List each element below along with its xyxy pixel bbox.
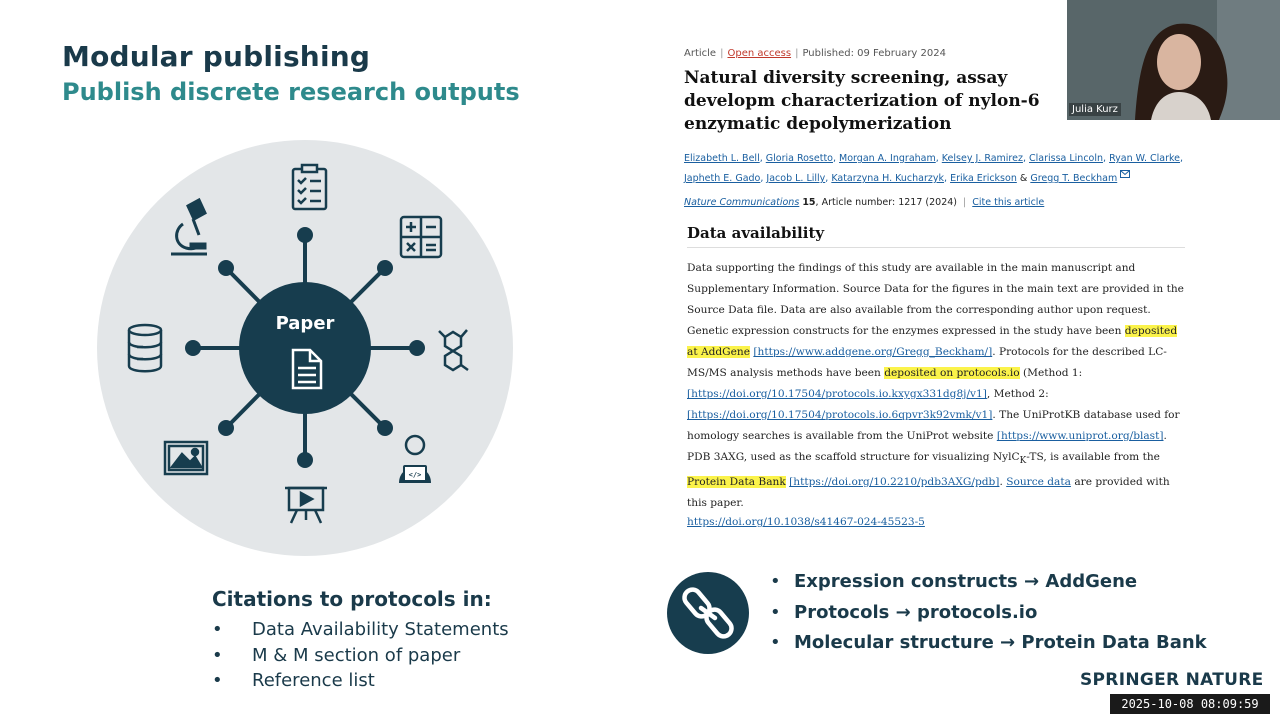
paper-hub-label: Paper	[275, 313, 335, 334]
list-item	[770, 598, 1207, 629]
source-data-link[interactable]: Source data	[1006, 476, 1071, 489]
list-item-text: Reference list	[252, 670, 375, 691]
body-text: , Method 2:	[986, 388, 1049, 400]
recording-timestamp: 2025-10-08 08:09:59	[1110, 694, 1270, 714]
participant-name: Julia Kurz	[1069, 103, 1121, 116]
citations-list	[212, 617, 509, 694]
highlighted-text: deposited at AddGene	[687, 325, 1178, 358]
author-link[interactable]: Kelsey J. Ramirez	[941, 153, 1023, 164]
doi-link[interactable]: https://doi.org/10.1038/s41467-024-45523-5	[687, 516, 925, 529]
bullet: •	[212, 644, 223, 666]
cite-article-link[interactable]: Cite this article	[972, 197, 1045, 208]
highlighted-text: Protein Data Bank	[687, 476, 786, 489]
author-line: Elizabeth L. Bell, Gloria Rosetto, Morgan A. Ingraham, Kelsey J. Ramirez, Clarissa Lincoln, Ryan W. Clarke,	[684, 153, 1184, 164]
list-item	[212, 617, 509, 643]
body-text: Data supporting the findings of this study are available in the main manuscript and Supplementary Information. Source Data for the figures in the main text are provided in the Source Data file. Data are also available from the corresponding author upon request. Genetic expression constructs for the enzymes expressed in the study have been	[687, 262, 1184, 337]
list-item-text: Data Availability Statements	[252, 619, 509, 640]
body-text: . PDB 3AXG, used as the scaffold structure for visualizing NylC	[687, 430, 1167, 463]
bullet: •	[770, 601, 781, 623]
list-item-text: M & M section of paper	[252, 644, 461, 666]
author-link[interactable]: Jacob L. Lilly	[766, 173, 826, 184]
author-link[interactable]: Ryan W. Clarke	[1109, 153, 1180, 164]
journal-link[interactable]: Nature Communications	[684, 197, 800, 208]
journal-line: Nature Communications 15, Article number: 1217 (2024) | Cite this article	[684, 197, 1045, 208]
body-text: . Protocols for the described LC-MS/MS analysis methods have been	[687, 346, 1167, 379]
chain-link-icon	[667, 572, 749, 654]
list-item-text: Expression constructs → AddGene	[794, 571, 1138, 592]
open-access-link[interactable]: Open access	[727, 48, 792, 59]
article-type: Article	[684, 48, 717, 59]
webcam-overlay	[1067, 0, 1280, 120]
author-link[interactable]: Gloria Rosetto	[765, 153, 833, 164]
list-item	[770, 567, 1207, 598]
body-text: . The UniProtKB database used for homology searches is available from the UniProt website	[687, 409, 1180, 442]
journal-volume: 15	[802, 197, 816, 208]
data-availability-heading: Data availability	[687, 224, 1185, 248]
citations-heading: Citations to protocols in:	[212, 587, 492, 611]
author-line: Japheth E. Gado, Jacob L. Lilly, Katarzyna H. Kucharzyk, Erika Erickson & Gregg T. Beckham	[684, 169, 1164, 189]
bullet: •	[770, 632, 781, 653]
author-link[interactable]: Japheth E. Gado	[684, 173, 761, 184]
author-link[interactable]: Erika Erickson	[950, 173, 1017, 184]
list-item	[770, 628, 1207, 659]
body-text: -TS, is available from the	[1026, 451, 1160, 463]
body-text: (Method 1:	[1019, 367, 1083, 379]
list-item	[212, 643, 509, 669]
bullet: •	[212, 619, 223, 640]
slide-subtitle: Publish discrete research outputs	[62, 78, 520, 106]
list-item-text: Molecular structure → Protein Data Bank	[794, 632, 1207, 653]
springer-nature-logo: SPRINGER NATURE	[1080, 670, 1264, 690]
slide-title: Modular publishing	[62, 40, 371, 73]
bullet: •	[212, 670, 223, 691]
repository-list	[770, 567, 1207, 659]
author-link[interactable]: Katarzyna H. Kucharzyk	[831, 173, 945, 184]
data-availability-text	[687, 258, 1187, 514]
highlighted-text: deposited on protocols.io	[884, 367, 1020, 379]
pdb-link[interactable]: [https://doi.org/10.2210/pdb3AXG/pdb]	[789, 476, 1000, 489]
article-meta: Article | Open access | Published: 09 February 2024	[684, 48, 946, 59]
paper-hub	[239, 282, 371, 414]
body-text: are provided with this paper.	[687, 476, 1170, 510]
bullet: •	[770, 571, 781, 592]
author-link[interactable]: Elizabeth L. Bell	[684, 153, 760, 164]
email-icon[interactable]	[1120, 170, 1130, 178]
protocol-link[interactable]: [https://doi.org/10.17504/protocols.io.kxygx331dg8j/v1]	[687, 388, 987, 400]
article-screenshot	[684, 48, 1194, 528]
author-link[interactable]: Morgan A. Ingraham	[839, 153, 936, 164]
article-number: , Article number: 1217 (2024)	[815, 197, 957, 208]
author-list	[684, 149, 1184, 189]
uniprot-link[interactable]: [https://www.uniprot.org/blast]	[996, 430, 1164, 442]
subscript-text: K	[1019, 456, 1027, 467]
svg-text:</>: </>	[408, 471, 422, 479]
author-ampersand: &	[1019, 173, 1028, 184]
protocol-link[interactable]: [https://doi.org/10.17504/protocols.io.6qpvr3k92vmk/v1]	[687, 409, 993, 421]
author-link[interactable]: Clarissa Lincoln	[1029, 153, 1104, 164]
published-date: Published: 09 February 2024	[802, 48, 946, 59]
list-item	[212, 668, 509, 694]
addgene-link[interactable]: [https://www.addgene.org/Gregg_Beckham/]	[753, 346, 993, 358]
article-title: Natural diversity screening, assay developm characterization of nylon-6 enzymatic depolymerization	[684, 68, 1040, 134]
body-text: .	[999, 476, 1007, 489]
presenter-video	[1067, 0, 1280, 120]
list-item-text: Protocols → protocols.io	[794, 601, 1038, 623]
author-link[interactable]: Gregg T. Beckham	[1030, 173, 1118, 184]
modular-outputs-diagram	[95, 140, 515, 560]
